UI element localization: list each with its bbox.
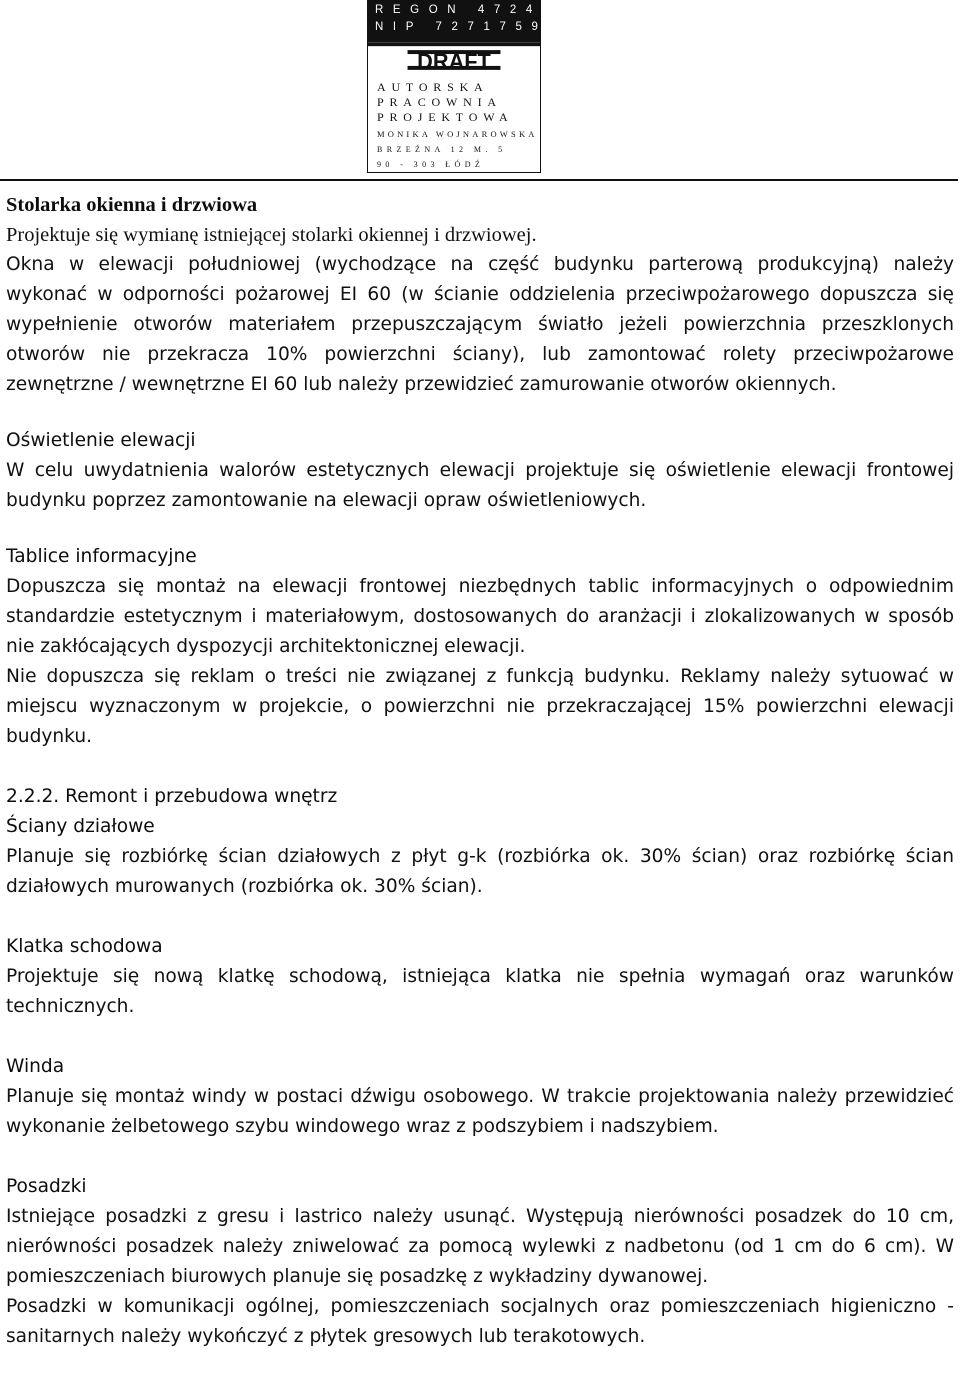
- stolarka-text: Okna w elewacji południowej (wychodzące na część budynku parterową produkcyjną) należy wykonać w odporności pożarowej EI 60 (w ścianie oddzielenia przeciwpożarowego dopuszcza się wypełnienie otworów materiałem przepuszczającym światło jeżeli powierzchnia przeszklonych otworów nie przekracza 10% powierzchni ściany), lub zamontować rolety przeciwpożarowe zewnętrzne / wewnętrzne EI 60 lub należy przewidzieć zamurowanie otworów okiennych.: [6, 254, 954, 395]
- stamp-registration-block: [368, 0, 616, 42]
- winda-text: Planuje się montaż windy w postaci dźwigu osobowego. W trakcie projektowania należy przewidzieć wykonanie żelbetowego szybu windowego wraz z podszybiem i nadszybiem.: [6, 1086, 954, 1137]
- stamp-line-projektowa: PROJEKTOWA: [377, 110, 514, 124]
- spacer: [6, 902, 954, 932]
- posadzki-text-1: Istniejące posadzki z gresu i lastrico należy usunąć. Występują nierówności posadzek do 10 cm, nierówności posadzek należy zniwelować za pomocą wylewki z nadbetonu (od 1 cm do 6 cm). W pomieszczeniach biurowych planuje się posadzkę z wykładziny dywanowej.: [6, 1206, 954, 1287]
- document-body: [6, 190, 954, 1352]
- posadzki-text-2: Posadzki w komunikacji ogólnej, pomieszczeniach socjalnych oraz pomieszczeniach higieniczno - sanitarnych należy wykończyć z płytek gresowych lub terakotowych.: [6, 1296, 954, 1347]
- tablice-text-2: Nie dopuszcza się reklam o treści nie związanej z funkcją budynku. Reklamy należy sytuować w miejscu wyznaczonym w projekcie, o powierzchni nie przekraczającej 15% powierzchni elewacji budynku.: [6, 666, 954, 747]
- stamp-line-street: BRZEŹNA 12 M. 5: [377, 145, 507, 154]
- stamp-line-name: MONIKA WOJNAROWSKA: [377, 129, 538, 139]
- spacer: [6, 1142, 954, 1172]
- company-stamp: [367, 0, 616, 173]
- section-title-winda: Winda: [6, 1056, 65, 1077]
- section-title-posadzki: Posadzki: [6, 1176, 87, 1197]
- stamp-nip: N I P 7 2 7 1 7 5 9 6 1 1: [375, 21, 590, 33]
- section-title-stolarka: Stolarka okienna i drzwiowa: [6, 194, 258, 216]
- stamp-line-pracownia: PRACOWNIA: [377, 95, 502, 109]
- tablice-text-1: Dopuszcza się montaż na elewacji frontowej niezbędnych tablic informacyjnych o odpowiednim standardzie estetycznym i materiałowym, dostosowanych do aranżacji i zlokalizowanych w sposób nie zakłócających dyspozycji architektonicznej elewacji.: [6, 576, 954, 657]
- stamp-address: [377, 80, 536, 172]
- spacer: [6, 752, 954, 782]
- spacer: [6, 516, 954, 542]
- section-title-remont: 2.2.2. Remont i przebudowa wnętrz: [6, 786, 338, 807]
- sciany-text: Planuje się rozbiórkę ścian działowych z płyt g-k (rozbiórka ok. 30% ścian) oraz rozbiórkę ścian działowych murowanych (rozbiórka ok. 30% ścian).: [6, 846, 954, 897]
- section-title-oswietlenie: Oświetlenie elewacji: [6, 430, 196, 451]
- oswietlenie-text: W celu uwydatnienia walorów estetycznych elewacji projektuje się oświetlenie elewacji frontowej budynku poprzez zamontowanie na elewacji opraw oświetleniowych.: [6, 460, 954, 511]
- spacer: [6, 400, 954, 426]
- section-title-klatka: Klatka schodowa: [6, 936, 163, 957]
- klatka-text: Projektuje się nową klatkę schodową, istniejąca klatka nie spełnia wymagań oraz warunków technicznych.: [6, 966, 954, 1017]
- header-divider: [0, 179, 958, 181]
- spacer: [6, 1022, 954, 1052]
- draft-logo-text: DRAFT: [417, 48, 491, 74]
- draft-logo: [368, 42, 540, 76]
- stolarka-intro: Projektuje się wymianę istniejącej stolarki okiennej i drzwiowej.: [6, 224, 537, 246]
- stamp-line-autorska: AUTORSKA: [377, 80, 489, 94]
- stamp-line-city: 90 - 303 ŁÓDŹ: [377, 160, 485, 169]
- section-title-sciany: Ściany działowe: [6, 816, 155, 837]
- section-title-tablice: Tablice informacyjne: [6, 546, 197, 567]
- stamp-regon: R E G O N 4 7 2 4 0 2 5 3 7: [375, 4, 616, 16]
